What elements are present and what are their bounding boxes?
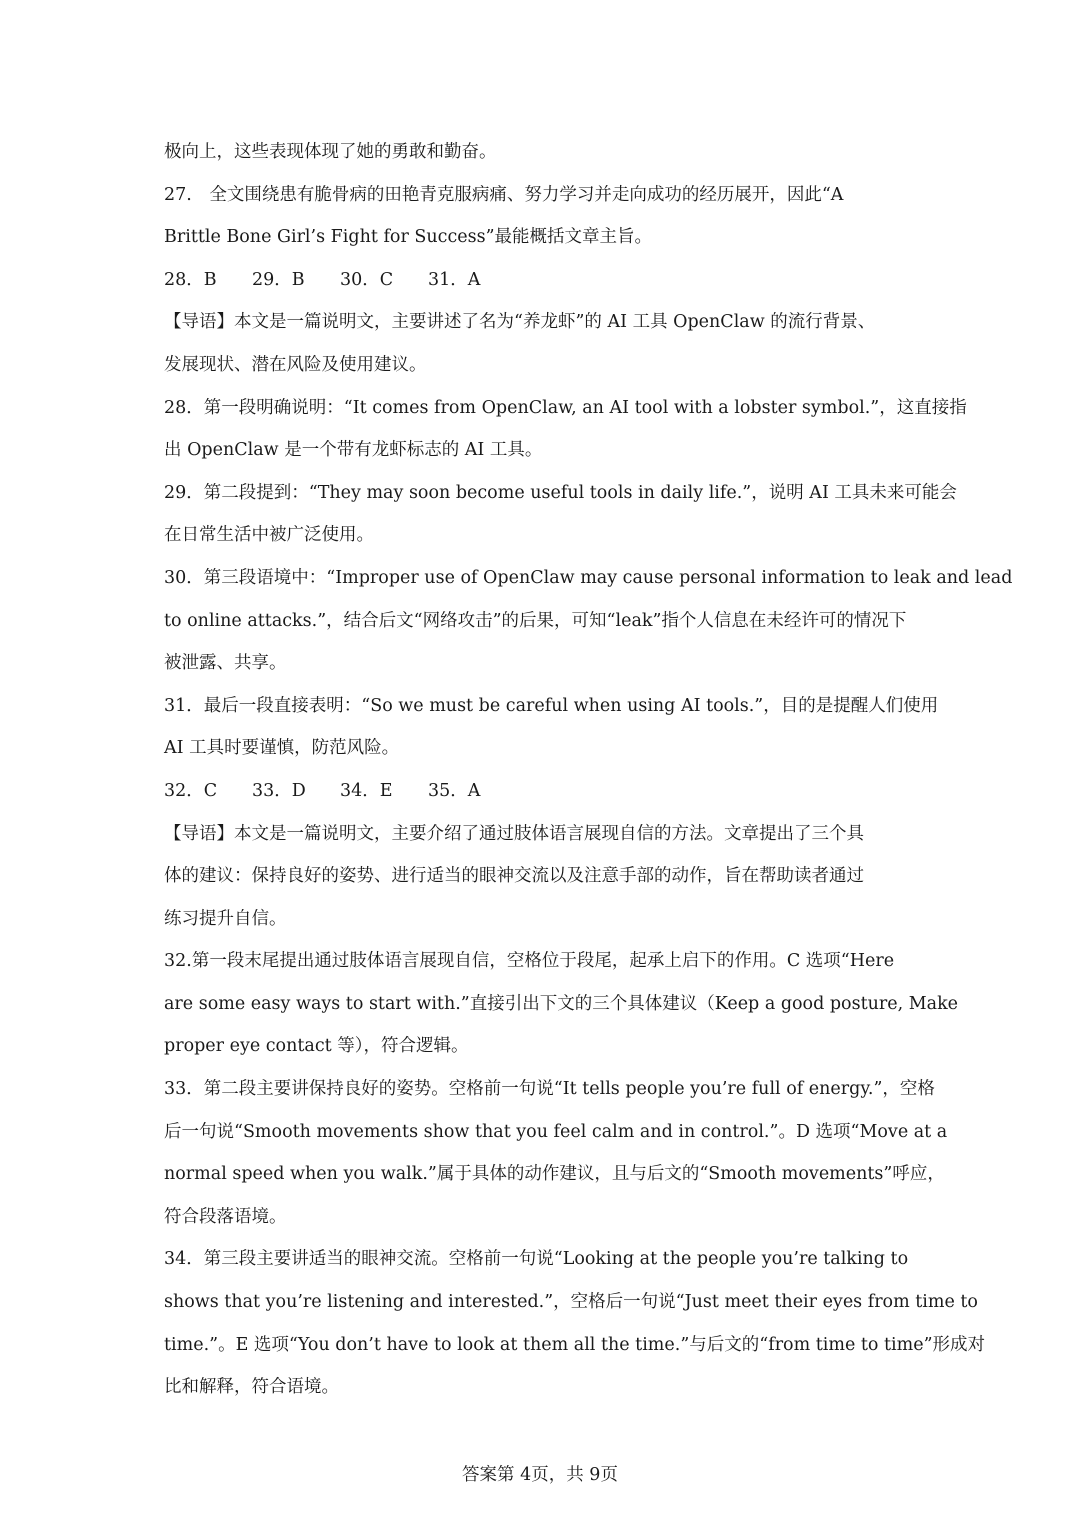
text-line: 体的建议：保持良好的姿势、进行适当的眼神交流以及注意手部的动作，旨在帮助读者通过: [164, 866, 864, 887]
text-line: 极向上，这些表现体现了她的勇敢和勤奋。: [164, 142, 497, 162]
text-line: 28．第一段明确说明：“It comes from OpenClaw, an AI tool with a lobster symbol.”，这直接指: [164, 397, 967, 418]
text-line: 【导语】本文是一篇说明文，主要介绍了通过肢体语言展现自信的方法。文章提出了三个具: [164, 823, 864, 844]
answer-item: 30．C: [340, 269, 394, 290]
answer-item: 32．C: [164, 780, 218, 801]
text-line: 34．第三段主要讲适当的眼神交流。空格前一句说“Looking at the people you’re talking to: [164, 1249, 909, 1270]
text-line: AI 工具时要谨慎，防范风险。: [164, 738, 400, 759]
text-line: 30．第三段语境中：“Improper use of OpenClaw may cause personal information to leak and lead: [164, 567, 1013, 588]
text-line: 31．最后一段直接表明：“So we must be careful when using AI tools.”，目的是提醒人们使用: [164, 695, 939, 716]
answer-item: 35．A: [428, 780, 481, 801]
text-line: are some easy ways to start with.”直接引出下文的三个具体建议（Keep a good posture, Make: [164, 993, 959, 1014]
text-line: 29．第二段提到：“They may soon become useful tools in daily life.”，说明 AI 工具未来可能会: [164, 482, 957, 503]
text-line: proper eye contact 等），符合逻辑。: [164, 1036, 469, 1057]
text-line: 在日常生活中被广泛使用。: [164, 525, 374, 546]
text-line: 后一句说“Smooth movements show that you feel calm and in control.”。D 选项“Move at a: [164, 1121, 948, 1142]
text-line: 符合段落语境。: [164, 1206, 287, 1227]
answer-row: [164, 770, 918, 813]
answer-item: 29．B: [252, 269, 305, 290]
text-line: 练习提升自信。: [164, 908, 287, 929]
answer-item: 28．B: [164, 269, 217, 290]
answer-item: 33．D: [252, 780, 306, 801]
text-line: shows that you’re listening and interested.”，空格后一句说“Just meet their eyes from time to: [164, 1292, 978, 1313]
answer-item: 31．A: [428, 269, 481, 290]
text-line: time.”。E 选项“You don’t have to look at them all the time.”与后文的“from time to time”形成对: [164, 1334, 986, 1355]
text-line: 被泄露、共享。: [164, 653, 287, 674]
text-line: 33．第二段主要讲保持良好的姿势。空格前一句说“It tells people you’re full of energy.”，空格: [164, 1079, 935, 1100]
page-footer: 答案第 4页，共 9页: [462, 1465, 618, 1485]
text-line: 比和解释，符合语境。: [164, 1377, 339, 1398]
text-line: to online attacks.”，结合后文“网络攻击”的后果，可知“leak”指个人信息在未经许可的情况下: [164, 610, 907, 631]
document-body: [164, 131, 1013, 1409]
text-line: 32.第一段末尾提出通过肢体语言展现自信，空格位于段尾，起承上启下的作用。C 选项“Here: [164, 951, 895, 972]
answer-item: 34．E: [340, 780, 393, 801]
text-line: Brittle Bone Girl’s Fight for Success”最能概括文章主旨。: [164, 227, 653, 248]
answer-row: [164, 259, 918, 302]
text-line: 发展现状、潜在风险及使用建议。: [164, 354, 427, 375]
text-line: 出 OpenClaw 是一个带有龙虾标志的 AI 工具。: [164, 440, 543, 461]
text-line: 27. 全文围绕患有脆骨病的田艳青克服病痛、努力学习并走向成功的经历展开，因此“A: [164, 184, 844, 205]
text-line: 【导语】本文是一篇说明文，主要讲述了名为“养龙虾”的 AI 工具 OpenClaw 的流行背景、: [164, 312, 876, 333]
text-line: normal speed when you walk.”属于具体的动作建议，且与后文的“Smooth movements”呼应，: [164, 1164, 945, 1185]
